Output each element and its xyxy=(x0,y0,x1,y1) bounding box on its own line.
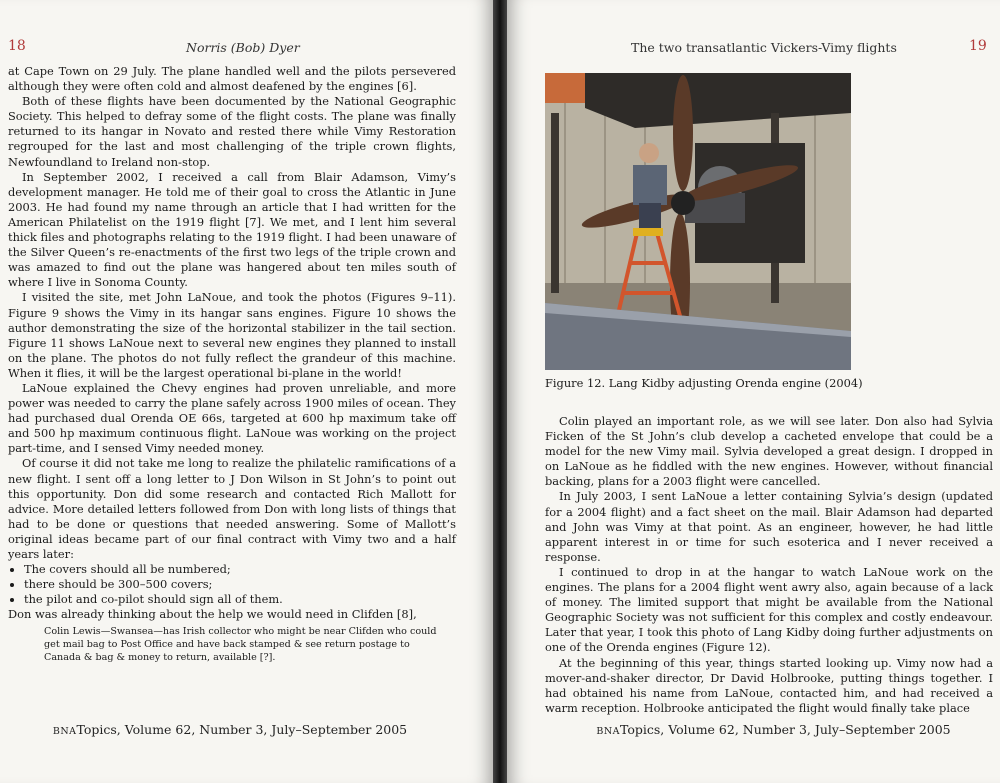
paragraph: In July 2003, I sent LaNoue a letter containing Sylvia’s design (updated for a 2004 flight) and a fact sheet on the mail. Blair Adamson had departed and John was Vimy at that point. As an engineer, however, he had little apparent interest in or time for such esoterica and I never received a response. xyxy=(545,489,993,564)
paragraph: In September 2002, I received a call from Blair Adamson, Vimy’s development manager. He told me of their goal to cross the Atlantic in June 2003. He had found my name through an article that I had written for the American Philatelist on the 1919 flight [7]. We met, and I lent him several thick files and photographs relating to the 1919 flight. I had been unaware of the Silver Queen’s re-enactments of the first two legs of the triple crown and was amazed to find out the plane was hangered about ten miles south of where I live in Sonoma County. xyxy=(8,169,456,290)
hangar-photo xyxy=(545,73,851,370)
paragraph: I visited the site, met John LaNoue, and took the photos (Figures 9–11). Figure 9 shows the Vimy in its hangar sans engines. Figure 10 shows the author demonstrating the size of the horizontal stabilizer in the tail section. Figure 11 shows LaNoue next to several new engines they planned to install on the plane. The photos do not fully reflect the grandeur of this machine. When it flies, it will be the largest operational bi-plane in the world! xyxy=(8,290,456,380)
quoted-note: Colin Lewis—Swansea—has Irish collector who might be near Clifden who could get mail bag to Post Office and have back stamped & see return postage to Canada & bag & money to return, available [?]. xyxy=(44,626,437,663)
running-head: Norris (Bob) Dyer xyxy=(186,40,300,55)
running-head: The two transatlantic Vickers-Vimy flights xyxy=(631,40,897,55)
right-body-text xyxy=(545,414,993,716)
page-footer xyxy=(0,722,460,737)
footer-journal-abbrev: BNA xyxy=(596,726,620,737)
paragraph: at Cape Town on 29 July. The plane handled well and the pilots persevered although they were often cold and almost deafened by the engines [6]. xyxy=(8,64,456,94)
list-item: • The covers should all be numbered; xyxy=(24,562,456,577)
paragraph: I continued to drop in at the hangar to watch LaNoue work on the engines. The plans for a 2004 flight went awry also, again because of a lack of money. The limited support that might be available from the National Geographic Society was not sufficient for this complex and costly endeavour. Later that year, I took this photo of Lang Kidby doing further adjustments on one of the Orenda engines (Figure 12). xyxy=(545,564,993,655)
footer-text: Topics, Volume 62, Number 3, July–September 2005 xyxy=(76,722,408,737)
footer-journal-abbrev: BNA xyxy=(52,726,77,737)
figure-caption: Figure 12. Lang Kidby adjusting Orenda engine (2004) xyxy=(545,376,863,390)
page-number: 18 xyxy=(8,38,26,54)
paragraph: Both of these flights have been documented by the National Geographic Society. This helped to defray some of the flight costs. The plane was finally returned to its hangar in Novato and rested there while Vimy Restoration regrouped for the last and most challenging of the triple crown flights, Newfoundland to Ireland non-stop. xyxy=(8,94,456,169)
paragraph: Of course it did not take me long to realize the philatelic ramifications of a new flight. I sent off a long letter to J Don Wilson in St John’s to point out this opportunity. Don did some research and contacted Rich Mallott for advice. More detailed letters followed from Don with long lists of things that had to be done or questions that needed answering. Some of Mallott’s original ideas became part of our final contract with Vimy two and a half years later: xyxy=(8,456,456,561)
paragraph: At the beginning of this year, things started looking up. Vimy now had a mover-and-shaker director, Dr David Holbrooke, putting things together. I had obtained his name from LaNoue, contacted him, and had received a warm reception. Holbrooke anticipated the flight would finally take place xyxy=(545,655,993,715)
paragraph: Don was already thinking about the help we would need in Clifden [8], xyxy=(8,607,417,622)
paragraph: LaNoue explained the Chevy engines had proven unreliable, and more power was needed to carry the plane safely across 1900 miles of ocean. They had purchased dual Orenda OE 66s, targeted at 600 hp maximum take off and 500 hp maximum continuous flight. LaNoue was working on the project part-time, and I sensed Vimy needed money. xyxy=(8,380,456,456)
figure-12-photo xyxy=(545,73,851,370)
left-body-text xyxy=(8,64,456,664)
bullet-list xyxy=(8,562,456,607)
book-gutter xyxy=(493,0,507,783)
footer-text: Topics, Volume 62, Number 3, July–September 2005 xyxy=(620,722,951,737)
list-item: • the pilot and co-pilot should sign all of them. xyxy=(24,592,456,607)
page-footer xyxy=(527,722,1000,737)
paragraph: Colin played an important role, as we will see later. Don also had Sylvia Ficken of the St John’s club develop a cacheted envelope that could be a model for the new Vimy mail. Sylvia developed a great design. I dropped in on LaNoue as he fiddled with the new engines. However, without financial backing, plans for a 2003 flight were cancelled. xyxy=(545,414,993,489)
page-number: 19 xyxy=(969,38,987,54)
list-item: • there should be 300–500 covers; xyxy=(24,577,456,592)
left-page xyxy=(0,0,493,783)
right-page xyxy=(507,0,1000,783)
